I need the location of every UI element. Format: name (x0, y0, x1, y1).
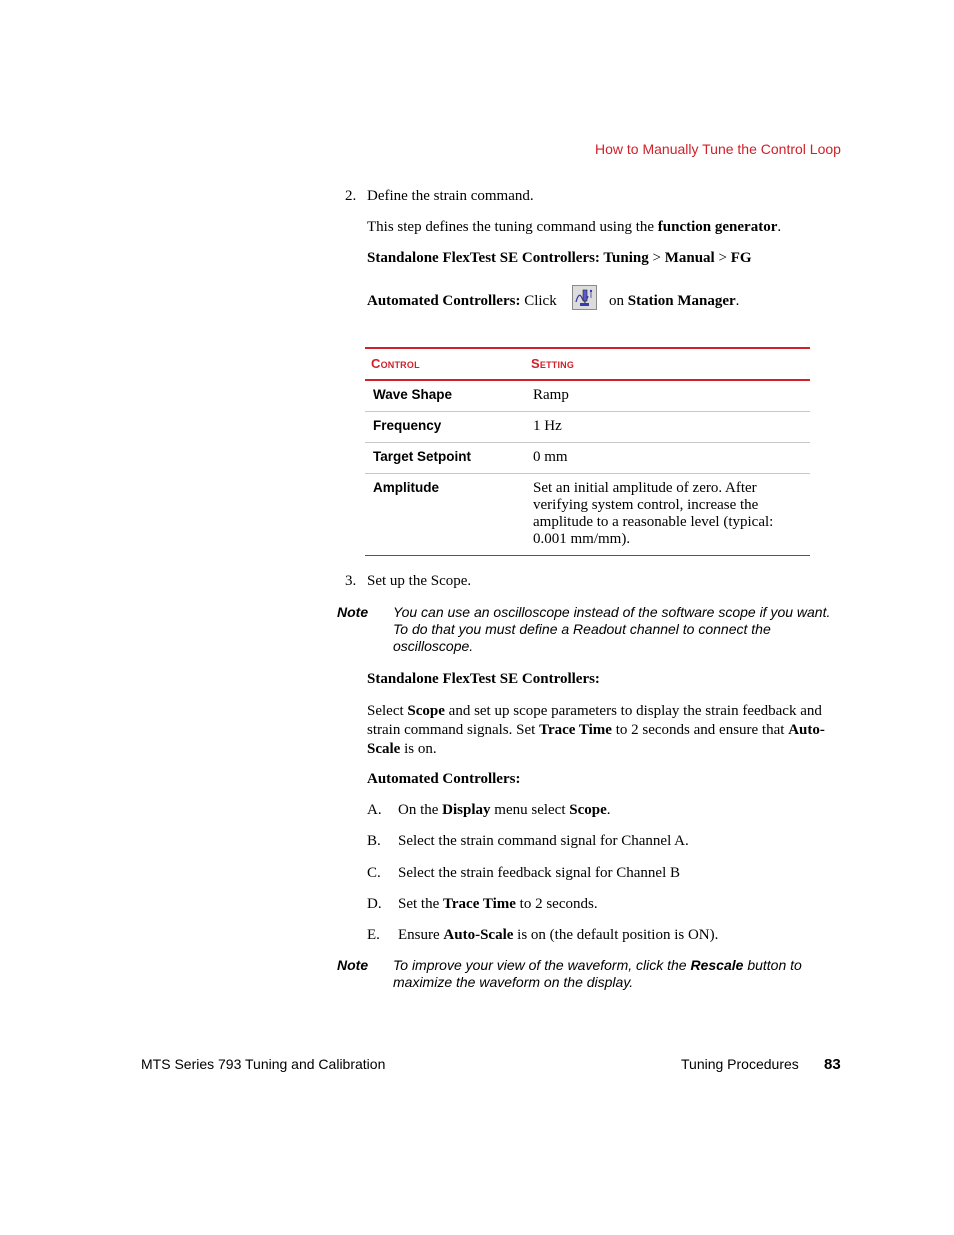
standalone-nav-path (367, 250, 752, 267)
control-cell: Frequency (373, 418, 442, 433)
list-item-letter: A. (367, 802, 382, 818)
control-cell: Wave Shape (373, 387, 453, 402)
rescale-term: Rescale (690, 957, 744, 973)
scope-term: Scope (569, 802, 607, 818)
text: on (609, 293, 628, 309)
text: This step defines the tuning command using the (367, 219, 658, 235)
text: Ensure (398, 927, 444, 943)
auto-scale-term: Auto-Scale (443, 927, 514, 943)
step-number: 3. (345, 573, 357, 589)
path-separator: > (714, 250, 731, 266)
table-bottom-rule (365, 555, 810, 556)
list-item (398, 865, 680, 882)
automated-label: Automated Controllers: (367, 293, 521, 309)
list-item (398, 802, 611, 819)
trace-time-term: Trace Time (539, 722, 612, 738)
section-header-link[interactable]: How to Manually Tune the Control Loop (595, 141, 841, 157)
table-row (365, 381, 810, 412)
text: menu select (490, 802, 570, 818)
station-manager-text (609, 293, 739, 310)
list-item (398, 833, 689, 850)
function-generator-settings-table (365, 347, 810, 556)
note-text (393, 957, 823, 991)
text: Click (520, 293, 557, 309)
footer-doc-title: MTS Series 793 Tuning and Calibration (141, 1056, 386, 1072)
text: and set up scope parameters to display the strain feedback and strain command signals. Set (367, 703, 822, 738)
list-item (398, 927, 718, 944)
text: button to maximize the waveform on the display. (393, 957, 802, 990)
text: to 2 seconds. (515, 896, 598, 912)
text: To improve your view of the waveform, click the (393, 957, 691, 973)
path-separator: > (648, 250, 665, 266)
column-header-setting: Setting (531, 356, 575, 371)
control-cell: Amplitude (373, 480, 439, 495)
automated-heading (367, 771, 520, 788)
standalone-heading (367, 671, 600, 688)
automated-label: Automated Controllers: (367, 771, 521, 787)
step-title: Set up the Scope. (367, 573, 472, 589)
setting-cell: 1 Hz (533, 418, 562, 434)
station-manager-term: Station Manager (627, 293, 736, 309)
table-header (365, 349, 810, 379)
table-row (365, 412, 810, 443)
setting-cell: Set an initial amplitude of zero. After verifying system control, increase the amplitude to a reasonable level (typical: 0.001 mm/mm). (533, 480, 774, 547)
function-generator-term: function generator (657, 219, 778, 235)
standalone-label: Standalone FlexTest SE Controllers: Tuning (367, 250, 649, 266)
text: On the (398, 802, 443, 818)
note-label: Note (337, 957, 369, 973)
trace-time-term: Trace Time (443, 896, 516, 912)
list-item-letter: D. (367, 896, 382, 912)
text: is on (the default position is ON). (513, 927, 719, 943)
text: Set the (398, 896, 443, 912)
automated-instruction (367, 293, 557, 310)
text: Select the strain command signal for Channel A. (398, 833, 689, 849)
control-cell: Target Setpoint (373, 449, 472, 464)
table-row (365, 474, 810, 555)
setting-cell: 0 mm (533, 449, 568, 465)
footer-chapter: Tuning Procedures (681, 1056, 799, 1072)
step-description (367, 219, 781, 236)
note-text: You can use an oscilloscope instead of the software scope if you want. To do that you must define a Readout channel to connect the oscilloscope. (393, 604, 831, 654)
list-item-letter: C. (367, 865, 381, 881)
text: . (606, 802, 611, 818)
text: . (735, 293, 740, 309)
list-item-letter: B. (367, 833, 381, 849)
standalone-label: Standalone FlexTest SE Controllers: (367, 671, 600, 687)
text: is on. (400, 741, 437, 757)
page-number: 83 (824, 1056, 841, 1073)
text: to 2 seconds and ensure that (611, 722, 789, 738)
text: Select the strain feedback signal for Channel B (398, 865, 680, 881)
scope-paragraph (367, 702, 843, 759)
display-menu-term: Display (442, 802, 491, 818)
step-number: 2. (345, 188, 357, 204)
list-item-letter: E. (367, 927, 380, 943)
menu-manual: Manual (664, 250, 715, 266)
step-title: Define the strain command. (367, 188, 534, 204)
auto-scale-term: Auto-Scale (367, 722, 825, 757)
setting-cell: Ramp (533, 387, 569, 403)
scope-term: Scope (407, 703, 445, 719)
list-item (398, 896, 598, 913)
text: Select (367, 703, 408, 719)
note-label: Note (337, 604, 369, 620)
text: . (777, 219, 782, 235)
table-row (365, 443, 810, 474)
function-generator-icon[interactable] (572, 285, 597, 310)
column-header-control: Control (371, 356, 420, 371)
menu-fg: FG (730, 250, 752, 266)
